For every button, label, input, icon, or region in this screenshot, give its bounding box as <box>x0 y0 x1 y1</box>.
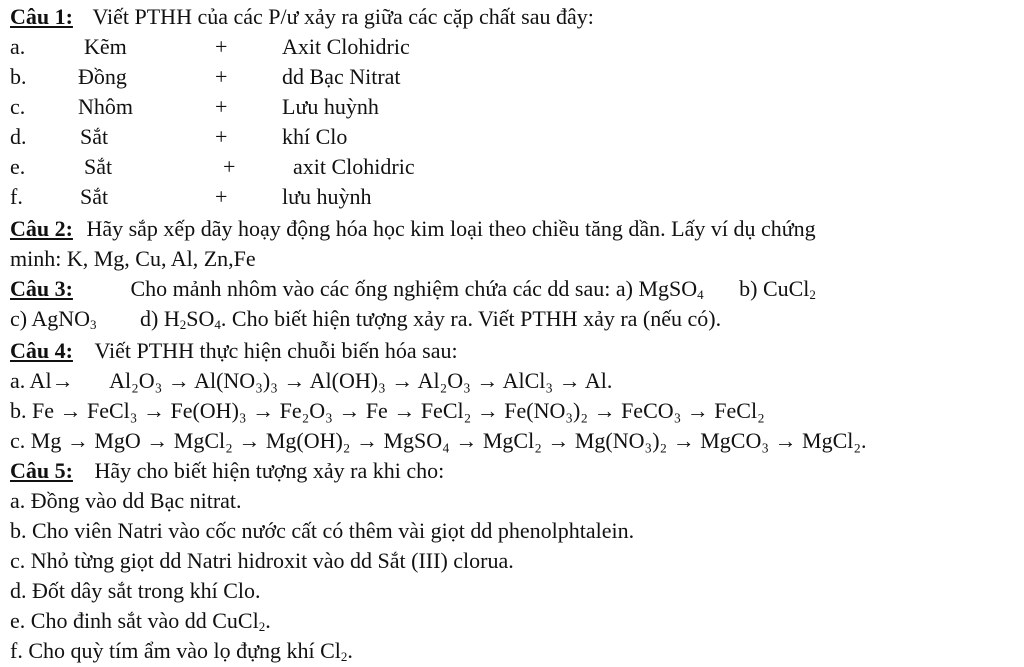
arrow: → <box>140 428 174 453</box>
arrow: → <box>332 398 366 423</box>
q1-row-letter: b. <box>10 64 27 89</box>
q5-item-d: d. Đốt dây sắt trong khí Clo. <box>10 578 261 603</box>
q2-label: Câu 2: <box>10 216 73 241</box>
q1-row-letter: e. <box>10 154 26 179</box>
chain-compound: Fe₂O₃ <box>279 398 333 423</box>
chain-compound: MgSO₄ <box>383 428 450 453</box>
q5-item-e: e. Cho đinh sắt vào dd CuCl$_2$. <box>10 608 271 634</box>
q1-row-plus: + <box>223 154 236 179</box>
q4-label: Câu 4: <box>10 338 73 363</box>
chain-compound: Al(NO₃)₃ <box>194 368 278 393</box>
chain-compound: Al. <box>584 368 613 393</box>
q1-row-metal: Sắt <box>84 154 113 179</box>
arrow: → <box>59 398 87 423</box>
q5-text: Hãy cho biết hiện tượng xảy ra khi cho: <box>94 458 445 483</box>
q3-option-b: b) CuCl$_2$ <box>739 276 816 302</box>
q4-chain-a-start: a. Al <box>10 368 52 393</box>
chain-compound: MgCO₃ <box>700 428 770 453</box>
q4-header <box>10 338 458 364</box>
q4-chain-b <box>10 398 765 424</box>
q3-option-c: c) AgNO$_3$ <box>10 306 97 332</box>
q5-item-b: b. Cho viên Natri vào cốc nước cất có thêm vài giọt dd phenolphtalein. <box>10 518 635 543</box>
q1-label: Câu 1: <box>10 4 73 29</box>
arrow: → <box>471 398 505 423</box>
q4-chain-b-start: b. Fe <box>10 398 54 423</box>
q4-chain-b-steps <box>60 398 765 423</box>
q4-chain-c-steps <box>67 428 867 453</box>
chain-compound: FeCl₂ <box>714 398 765 423</box>
arrow: → <box>553 368 585 393</box>
q1-header <box>10 4 594 30</box>
q2-header <box>10 216 816 242</box>
q1-row-reagent: lưu huỳnh <box>282 184 372 209</box>
q3-label: Câu 3: <box>10 276 73 301</box>
arrow: → <box>385 368 418 393</box>
arrow: → <box>277 368 310 393</box>
arrow: → <box>51 368 74 393</box>
arrow: → <box>449 428 483 453</box>
q5-item-f: f. Cho quỳ tím ẩm vào lọ đựng khí $Cl_2$. <box>10 638 353 664</box>
q1-row-metal: Sắt <box>80 124 109 149</box>
q1-row-letter: a. <box>10 34 26 59</box>
chain-compound: FeCl₂ <box>420 398 472 423</box>
q2-text-cont: minh: K, Mg, Cu, Al, Zn,Fe <box>10 246 256 271</box>
arrow: → <box>667 428 701 453</box>
q1-row-plus: + <box>215 34 228 59</box>
q1-row-reagent: axit Clohidric <box>293 154 415 179</box>
q5-header <box>10 458 444 484</box>
q1-row-metal: Đồng <box>78 64 127 89</box>
chain-compound: Al(OH)₃ <box>309 368 386 393</box>
q4-chain-c-start: c. Mg <box>10 428 62 453</box>
chain-compound: Al₂O₃ <box>417 368 471 393</box>
chain-compound: MgCl₂ <box>482 428 542 453</box>
chain-compound: MgCl₂. <box>802 428 867 453</box>
q1-row-reagent: Lưu huỳnh <box>282 94 379 119</box>
q4-chain-a <box>10 368 612 394</box>
arrow: → <box>588 398 622 423</box>
arrow: → <box>137 398 171 423</box>
chain-compound: MgCl₂ <box>173 428 233 453</box>
q5-item-c: c. Nhỏ từng giọt dd Natri hidroxit vào dd Sắt (III) clorua. <box>10 548 514 573</box>
q1-row-reagent: dd Bạc Nitrat <box>282 64 401 89</box>
q1-row-reagent: khí Clo <box>282 124 348 149</box>
q4-chain-a-steps <box>109 368 612 393</box>
chain-compound: Fe(NO₃)₂ <box>504 398 589 423</box>
arrow: → <box>541 428 575 453</box>
chain-compound: Mg(NO₃)₂ <box>574 428 668 453</box>
arrow: → <box>681 398 715 423</box>
arrow: → <box>470 368 503 393</box>
chain-compound: Fe(OH)₃ <box>170 398 247 423</box>
q1-row-plus: + <box>215 94 228 119</box>
q1-row-letter: d. <box>10 124 27 149</box>
q5-label: Câu 5: <box>10 458 73 483</box>
chain-compound: Al₂O₃ <box>109 368 163 393</box>
arrow: → <box>66 428 95 453</box>
arrow: → <box>769 428 803 453</box>
chain-compound: FeCO₃ <box>621 398 682 423</box>
q1-row-plus: + <box>215 64 228 89</box>
q3-header <box>10 276 816 302</box>
chain-compound: Fe <box>365 398 388 423</box>
arrow: → <box>162 368 195 393</box>
q1-row-metal: Nhôm <box>78 94 133 119</box>
q1-row-plus: + <box>215 184 228 209</box>
arrow: → <box>232 428 266 453</box>
q3-option-d: d) $H_2SO_4$. Cho biết hiện tượng xảy ra. Viết PTHH xảy ra (nếu có). <box>140 306 722 332</box>
q1-row-letter: c. <box>10 94 26 119</box>
chain-compound: Mg(OH)₂ <box>265 428 351 453</box>
q4-chain-c <box>10 428 867 454</box>
q1-row-metal: Sắt <box>80 184 109 209</box>
chain-compound: FeCl₃ <box>87 398 138 423</box>
arrow: → <box>387 398 421 423</box>
q2-text: Hãy sắp xếp dãy hoạy động hóa học kim loại theo chiều tăng dần. Lấy ví dụ chứng <box>86 216 816 241</box>
q4-text: Viết PTHH thực hiện chuỗi biến hóa sau: <box>94 338 458 363</box>
arrow: → <box>246 398 280 423</box>
chain-compound: MgO <box>94 428 141 453</box>
q1-row-letter: f. <box>10 184 23 209</box>
q3-text-cont <box>10 306 721 332</box>
q1-text: Viết PTHH của các P/ư xảy ra giữa các cặp chất sau đây: <box>92 4 594 29</box>
q1-row-metal: Kẽm <box>84 34 127 59</box>
q1-row-reagent: Axit Clohidric <box>282 34 410 59</box>
q3-text: Cho mảnh nhôm vào các ống nghiệm chứa các dd sau: a) MgSO$_4$ <box>130 276 704 302</box>
q5-item-a: a. Đồng vào dd Bạc nitrat. <box>10 488 242 513</box>
chain-compound: AlCl₃ <box>502 368 554 393</box>
arrow: → <box>350 428 384 453</box>
q1-row-plus: + <box>215 124 228 149</box>
